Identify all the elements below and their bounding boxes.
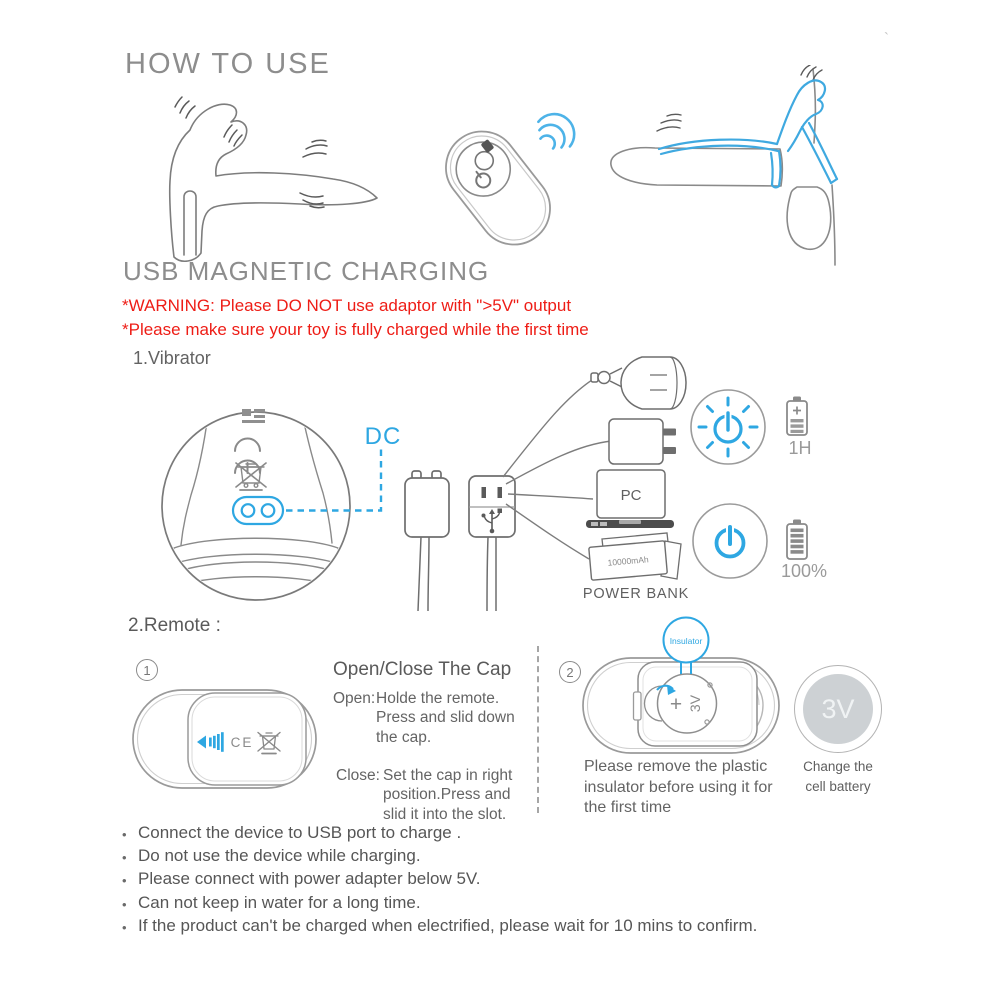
bullet-icon: • [122, 827, 127, 842]
open-label: Open: [333, 690, 376, 707]
warning-line-1: *WARNING: Please DO NOT use adaptor with ">5V" output [122, 296, 572, 315]
change-battery-line: Change the [803, 759, 873, 774]
close-line: position.Press and [383, 786, 511, 804]
close-line: slid it into the slot. [383, 805, 507, 823]
vibration-marks [175, 97, 327, 208]
insulator-note: Please remove the plastic insulator before using it for the first time [584, 758, 773, 816]
charging-indicator [691, 390, 812, 464]
change-battery-caption [795, 757, 881, 796]
bullet-icon: • [122, 850, 127, 866]
close-label: Close: [336, 767, 380, 784]
note-item [122, 868, 902, 891]
note-item [122, 915, 902, 938]
change-battery-line: cell battery [805, 778, 871, 794]
insulator-label: Insulator [669, 636, 703, 646]
charged-indicator [693, 504, 827, 581]
step-1-badge: 1 [136, 659, 158, 681]
note-text: Do not use the device while charging. [138, 846, 421, 866]
charging-diagram [150, 345, 860, 615]
battery-charging-icon [787, 397, 807, 436]
wireless-signal-icon [531, 106, 582, 156]
bullet-icon: • [122, 873, 127, 889]
section-divider [537, 646, 539, 813]
cell-battery-icon [794, 665, 882, 753]
power-bank-label: POWER BANK [582, 586, 690, 602]
note-item [122, 892, 902, 915]
power-bank-capacity: 10000mAh [607, 554, 650, 568]
vibrator-subsection-label: 1.Vibrator [133, 348, 211, 368]
battery-full-icon [787, 520, 807, 560]
open-line: Press and slid down [376, 709, 515, 727]
device-outline-blue [659, 80, 837, 187]
page-title: HOW TO USE [125, 48, 331, 80]
warning-line-2: *Please make sure your toy is fully charged while the first time [122, 320, 589, 339]
bullet-icon: • [122, 919, 127, 935]
stray-mark: ` [884, 30, 889, 47]
connection-curves [503, 375, 611, 559]
device-worn-illustration [595, 65, 910, 270]
pc-laptop [586, 470, 674, 528]
step-2-badge: 2 [559, 661, 581, 683]
wall-adapter [609, 419, 676, 464]
open-line: the cap. [376, 728, 432, 746]
section-heading-charging: USB MAGNETIC CHARGING [123, 256, 490, 286]
close-line: Set the cap in right [383, 767, 513, 784]
full-level-label: 100% [780, 561, 828, 581]
remote-closed-illustration [125, 650, 325, 805]
usage-notes [122, 822, 902, 938]
battery-plus-label: + [669, 693, 683, 716]
note-item [122, 822, 902, 845]
cell-battery-label: 3V [803, 674, 873, 744]
car-charger [591, 357, 686, 409]
open-instructions [376, 689, 515, 747]
usb-plug [469, 476, 515, 611]
note-item [122, 845, 902, 868]
note-text: If the product can't be charged when electrified, please wait for 10 mins to confirm. [138, 915, 758, 935]
close-instructions [383, 766, 512, 824]
vibration-marks [657, 65, 822, 131]
dc-label: DC [364, 423, 402, 450]
bullet-icon: • [122, 896, 127, 912]
note-text: Connect the device to USB port to charge . [138, 823, 462, 842]
power-bank [583, 533, 689, 602]
remote-subsection-label: 2.Remote : [128, 615, 221, 636]
device-illustration [140, 85, 390, 265]
battery-voltage-label: 3V [687, 694, 703, 713]
open-line: Holde the remote. [376, 690, 500, 707]
ce-mark: CE [230, 735, 254, 750]
note-text: Please connect with power adapter below 5V. [138, 869, 481, 889]
remote-illustration [420, 100, 590, 255]
zoom-circle [162, 412, 350, 600]
remote-open-illustration [573, 615, 793, 760]
magnetic-charger [405, 471, 449, 537]
pc-label: PC [620, 487, 642, 504]
charging-time-label: 1H [788, 438, 812, 458]
note-text: Can not keep in water for a long time. [138, 892, 421, 912]
cap-instructions-heading: Open/Close The Cap [333, 659, 512, 680]
